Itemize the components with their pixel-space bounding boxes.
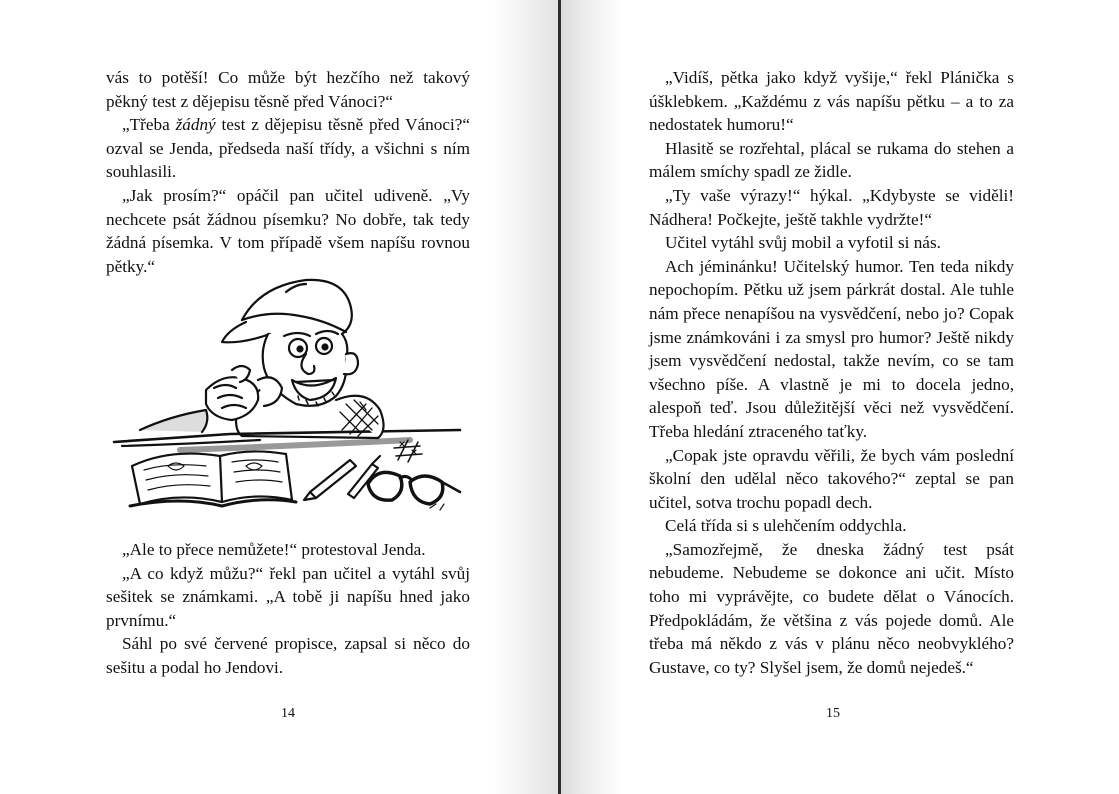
paragraph: Celá třída si s ulehčením oddychla.: [665, 516, 907, 536]
paragraph: [106, 113, 470, 184]
right-text: [649, 66, 1014, 679]
paragraph: Hlasitě se rozřehtal, plácal se rukama do stehen a málem smíchy spadl ze židle.: [649, 138, 1014, 182]
paragraph: Sáhl po své červené propisce, zapsal si něco do sešitu a podal ho Jendovi.: [106, 634, 470, 677]
teacher-illustration: [110, 270, 470, 532]
paragraph: „A co když můžu?“ řekl pan učitel a vytáhl svůj sešitek se známkami. „A tobě ji napíšu hned jako prvnímu.“: [106, 563, 470, 630]
page-number: 14: [281, 706, 295, 721]
left-text-top: [106, 66, 470, 278]
paragraph: „Vidíš, pětka jako když vyšije,“ řekl Plánička s úšklebkem. „Každému z vás napíšu pětku – a to za nedostatek humoru!“: [649, 68, 1014, 135]
paragraph: „Copak jste opravdu věřili, že bych vám poslední školní den udělal něco takového?“ zeptal se pan učitel, sotva trochu popadl dech.: [649, 445, 1014, 512]
paragraph: „Jak prosím?“ opáčil pan učitel udiveně. „Vy nechcete psát žádnou písemku? No dobře, tak tedy žádná písemka. V tom případě všem napíšu rovnou pětky.“: [106, 185, 470, 276]
page-number: 15: [826, 706, 840, 721]
left-text-bottom: [106, 538, 470, 680]
emphasis-text: žádný: [175, 115, 216, 135]
right-page: [561, 0, 1119, 794]
paragraph: „Ale to přece nemůžete!“ protestoval Jenda.: [122, 540, 426, 559]
text-run: test z dějepisu těsně před Vánoci?“ ozval se Jenda, předseda naší třídy, a všichni s ním souhlasili.: [106, 115, 470, 182]
text-run: „Třeba: [122, 115, 176, 135]
paragraph: „Ty vaše výrazy!“ hýkal. „Kdybyste se viděli! Nádhera! Počkejte, ještě takhle vydržte!“: [649, 185, 1014, 229]
paragraph: Učitel vytáhl svůj mobil a vyfotil si nás.: [665, 233, 941, 253]
paragraph: Ach jéminánku! Učitelský humor. Ten teda nikdy nepochopím. Pětku už jsem párkrát dostal. Ale tuhle nám přece nenapíšou na vysvědčení, nebo jo? Copak jsme známkováni i za smysl pro humor? Ještě nikdy jsem vysvědčení nedostal, takže nevím, co se tam všechno píše. A vlastně je mi to docela jedno, alespoň teď. Jsou důležitější věci než vysvědčení. Třeba hledání ztraceného taťky.: [649, 256, 1014, 441]
paragraph: „Samozřejmě, že dneska žádný test psát nebudeme. Nebudeme se dokonce ani učit. Místo toho mi vyprávějte, co budete dělat o Vánocích. Předpokládám, že většina z vás pojede domů. Ale třeba má někdo z vás v plánu něco neobvyklého? Gustave, co ty? Slyšel jsem, že domů nejedeš.“: [649, 539, 1014, 677]
paragraph: vás to potěší! Co může být hezčího než takový pěkný test z dějepisu těsně před Vánoci?“: [106, 68, 470, 111]
left-page: [0, 0, 559, 794]
